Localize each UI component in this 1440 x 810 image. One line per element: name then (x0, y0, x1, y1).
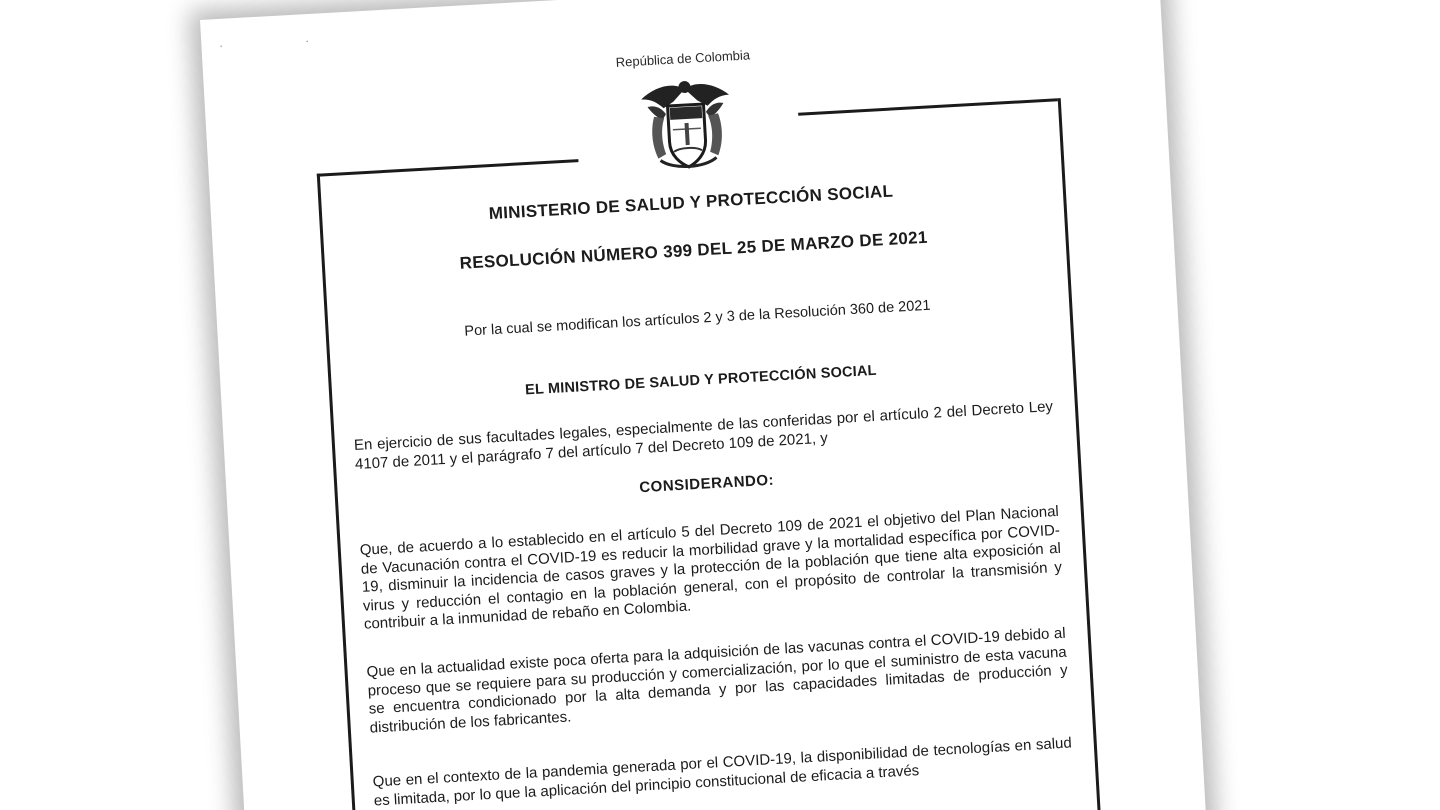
frame-border-top-left (317, 159, 579, 177)
powers-paragraph: En ejercicio de sus facultades legales, especialmente de las conferidas por el artículo 2 del Decreto Ley 4107 de 2011 y el parágrafo 7 del artículo 7 del Decreto 109 de 2021, y (353, 398, 1054, 473)
frame-border-top-right (798, 98, 1058, 116)
paper-specks: · · (219, 33, 350, 52)
considering-paragraph: Que en el contexto de la pandemia generada por el COVID-19, la disponibilidad de tecnologías en salud es limitada, por lo que la aplicación del principio constitucional de eficacia a través (372, 734, 1073, 809)
resolution-subject: Por la cual se modifican los artículos 2 y 3 de la Resolución 360 de 2021 (464, 297, 931, 340)
country-header: República de Colombia (615, 47, 751, 70)
coat-of-arms-of-colombia-icon (632, 68, 742, 178)
considering-heading: CONSIDERANDO: (638, 471, 775, 497)
issuer-heading: EL MINISTRO DE SALUD Y PROTECCIÓN SOCIAL (524, 362, 878, 399)
considering-paragraph: Que en la actualidad existe poca oferta para la adquisición de las vacunas contra el COVID-19 debido al proceso que se requiere para su producción y comercialización, por lo que el suministro de esta vacuna se encuentra condicionado por la alta demanda y por las capacidades limitadas de producción y distribución de los fabricantes. (366, 624, 1069, 737)
ministry-heading: MINISTERIO DE SALUD Y PROTECCIÓN SOCIAL (488, 181, 894, 224)
resolution-title: RESOLUCIÓN NÚMERO 399 DEL 25 DE MARZO DE 2021 (459, 227, 929, 273)
document-page (200, 0, 1214, 810)
considering-paragraph: Que, de acuerdo a lo establecido en el artículo 5 del Decreto 109 de 2021 el objetivo del Plan Nacional de Vacunación contra el COVID-19 es reducir la morbilidad grave y la mortalidad específica por COVID-19, disminuir la incidencia de casos graves y la protección de la población que tiene alta exposición al virus y reducción el contagio en la población general, con el propósito de controlar la transmisión y contribuir a la inmunidad de rebaño en Colombia. (359, 502, 1063, 633)
frame-border-right (1058, 98, 1111, 810)
